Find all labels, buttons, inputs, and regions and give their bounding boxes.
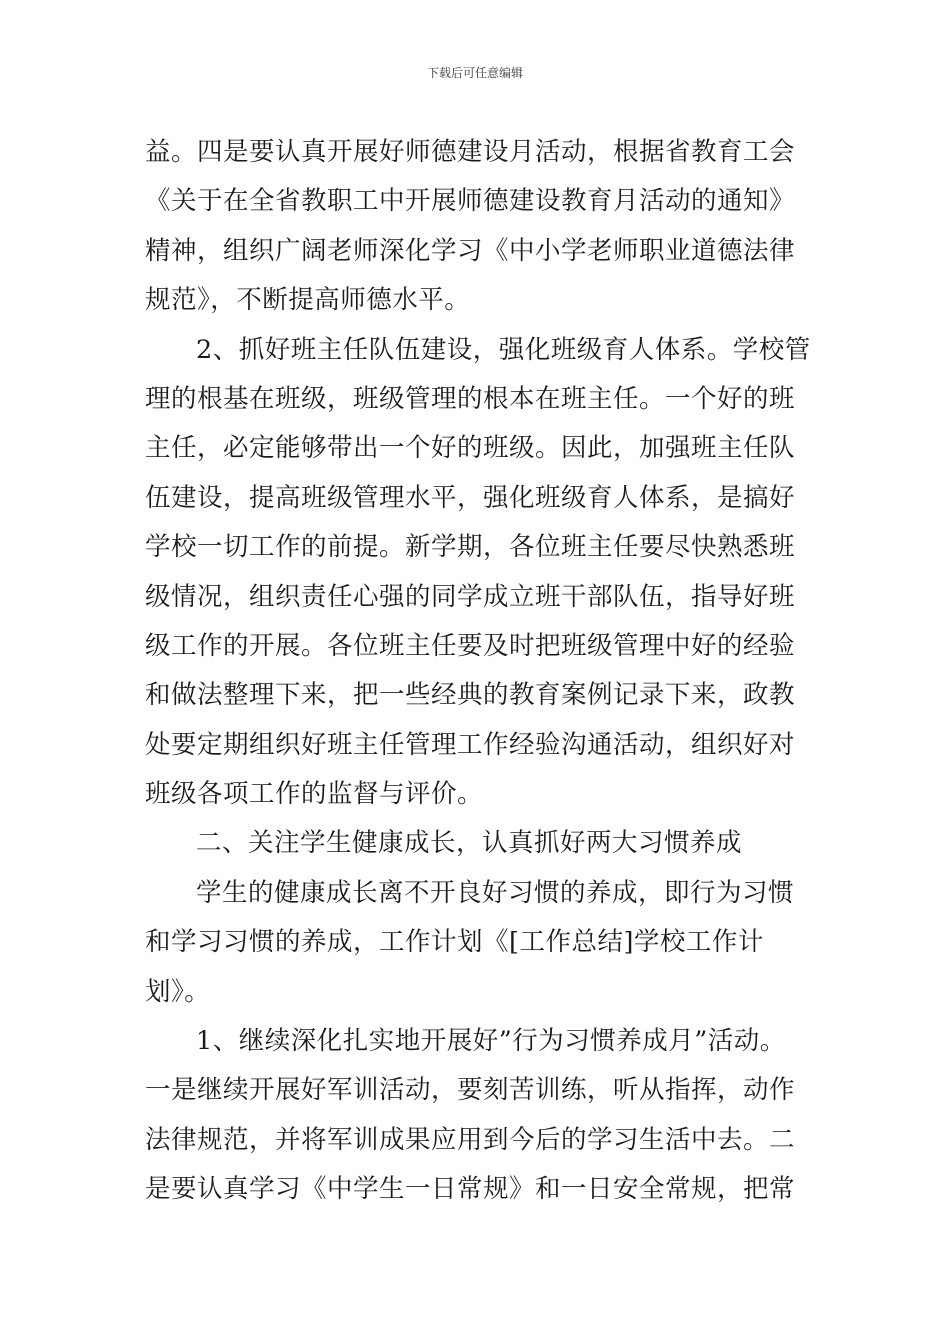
paragraph-first-line: 学生的健康成长离不开良好习惯的养成，即行为习惯 bbox=[196, 877, 795, 908]
text-line: 精神，组织广阔老师深化学习《中小学老师职业道德法律 bbox=[145, 235, 796, 266]
text-line: 规范》，不断提高师德水平。 bbox=[145, 285, 471, 316]
text-line: 益。四是要认真开展好师德建设月活动，根据省教育工会 bbox=[145, 137, 796, 167]
text-line: 法律规范，并将军训成果应用到今后的学习生活中去。二 bbox=[145, 1124, 796, 1155]
paragraph-first-line: 1、继续深化扎实地开展好”行为习惯养成月”活动。 bbox=[196, 1026, 786, 1057]
text-line: 是要认真学习《中学生一日常规》和一日安全常规，把常 bbox=[145, 1174, 796, 1205]
text-line: 学校一切工作的前提。新学期，各位班主任要尽快熟悉班 bbox=[145, 532, 796, 563]
text-line: 处要定期组织好班主任管理工作经验沟通活动，组织好对 bbox=[145, 729, 796, 760]
section-heading: 二、关注学生健康成长，认真抓好两大习惯养成 bbox=[196, 828, 743, 859]
text-line: 理的根基在班级，班级管理的根本在班主任。一个好的班 bbox=[145, 383, 796, 414]
text-line: 级工作的开展。各位班主任要及时把班级管理中好的经验 bbox=[145, 630, 796, 661]
document-body bbox=[145, 128, 810, 1215]
text-line: 和做法整理下来，把一些经典的教育案例记录下来，政教 bbox=[145, 680, 796, 711]
paragraph-first-line: 2、抓好班主任队伍建设，强化班级育人体系。学校管 bbox=[196, 334, 811, 365]
text-line: 级情况，组织责任心强的同学成立班干部队伍，指导好班 bbox=[145, 581, 796, 612]
page-header: 下载后可任意编辑 bbox=[426, 66, 523, 80]
text-line: 划》。 bbox=[145, 976, 211, 1007]
text-line: 和学习习惯的养成，工作计划《[工作总结]学校工作计 bbox=[145, 927, 764, 958]
text-line: 班级各项工作的监督与评价。 bbox=[145, 779, 484, 810]
text-line: 一是继续开展好军训活动，要刻苦训练，听从指挥，动作 bbox=[145, 1075, 796, 1106]
text-line: 主任，必定能够带出一个好的班级。因此，加强班主任队 bbox=[145, 433, 796, 464]
text-line: 《关于在全省教职工中开展师德建设教育月活动的通知》 bbox=[145, 186, 796, 217]
text-line: 伍建设，提高班级管理水平，强化班级育人体系，是搞好 bbox=[145, 482, 796, 513]
